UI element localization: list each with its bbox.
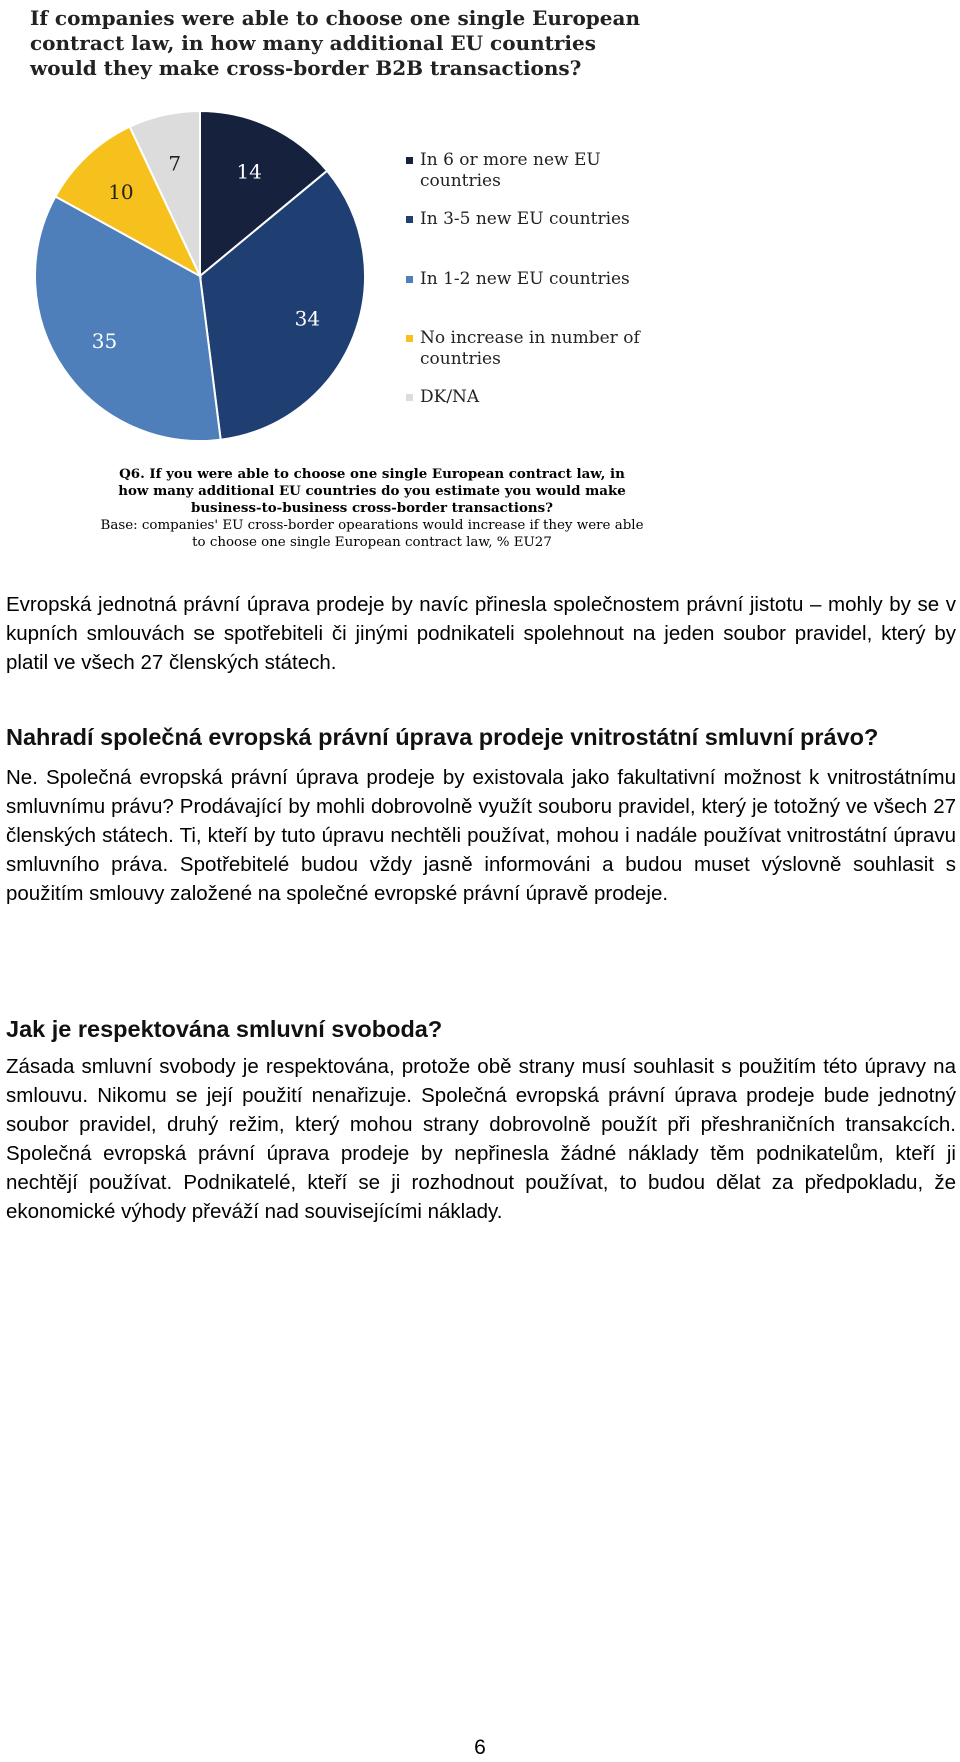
legend-swatch	[406, 276, 413, 283]
legend-label: countries	[420, 171, 501, 191]
legend-label: In 1-2 new EU countries	[420, 269, 630, 289]
pie-data-label: 35	[91, 328, 118, 353]
legend-label: In 3-5 new EU countries	[420, 209, 630, 229]
legend-swatch	[406, 157, 413, 164]
caption-question-line: Q6. If you were able to choose one single European contract law, in	[119, 466, 625, 482]
chart-figure	[0, 0, 700, 570]
legend-item	[406, 150, 696, 192]
legend-item	[406, 209, 696, 230]
section-heading: Jak je respektována smluvní svoboda?	[6, 1016, 443, 1042]
chart-caption	[92, 466, 652, 551]
page-number: 6	[474, 1736, 486, 1759]
caption-base-line: Base: companies' EU cross-border opearations would increase if they were able	[100, 518, 644, 533]
pie-chart	[0, 0, 420, 460]
section-heading: Nahradí společná evropská právní úprava prodeje vnitrostátní smluvní právo?	[6, 724, 879, 750]
legend-label: countries	[420, 349, 501, 369]
body-paragraph: Ne. Společná evropská právní úprava prodeje by existovala jako fakultativní možnost k vnitrostátnímu smluvnímu právu? Prodávající by mohli dobrovolně využít souboru pravidel, který je totožný ve všech 27 členských státech. Ti, kteří by tuto úpravu nechtěli používat, mohou i nadále používat vnitrostátní úpravu smluvního práva. Spotřebitelé budou vždy jasně informováni a budou muset výslovně souhlasit s použitím smlouvy založené na společné evropské právní úpravě prodeje.	[6, 766, 956, 905]
legend-label: DK/NA	[420, 387, 480, 407]
legend-swatch	[406, 216, 413, 223]
body-paragraph-1-block	[6, 590, 956, 677]
caption-base-line: to choose one single European contract law, % EU27	[192, 535, 552, 550]
section-1	[6, 720, 956, 908]
chart-title-line: If companies were able to choose one single European	[30, 6, 641, 30]
caption-question-line: business-to-business cross-border transactions?	[190, 500, 554, 516]
caption-question-line: how many additional EU countries do you estimate you would make	[118, 483, 626, 499]
chart-legend	[406, 150, 696, 408]
legend-item	[406, 328, 696, 370]
pie-data-label: 14	[236, 159, 262, 184]
chart-title-line: contract law, in how many additional EU countries	[30, 31, 597, 55]
section-2	[6, 1012, 956, 1226]
legend-swatch	[406, 394, 413, 401]
legend-label: No increase in number of	[420, 328, 640, 348]
legend-label: In 6 or more new EU	[420, 150, 601, 170]
pie-data-label: 7	[168, 151, 182, 176]
legend-item	[406, 387, 696, 408]
pie-data-label: 34	[294, 306, 321, 331]
chart-title-line: would they make cross-border B2B transactions?	[30, 56, 582, 80]
legend-swatch	[406, 335, 413, 342]
legend-item	[406, 269, 696, 290]
body-paragraph: Evropská jednotná právní úprava prodeje by navíc přinesla společnostem právní jistotu – mohly by se v kupních smlouvách se spotřebiteli či jinými podnikateli spolehnout na jeden soubor pravidel, který by platil ve všech 27 členských státech.	[6, 593, 956, 674]
body-paragraph: Zásada smluvní svobody je respektována, protože obě strany musí souhlasit s použitím této úpravy na smlouvu. Nikomu se její použití nenařizuje. Společná evropská právní úprava prodeje bude jednotný soubor pravidel, druhý režim, který mohou strany dobrovolně použít při přeshraničních transakcích. Společná evropská právní úprava prodeje by nepřinesla žádné náklady těm podnikatelům, kteří ji nechtějí používat. Podnikatelé, kteří se ji rozhodnout používat, to budou dělat za předpokladu, že ekonomické výhody převáží nad souvisejícími náklady.	[6, 1055, 956, 1223]
pie-data-label: 10	[108, 179, 134, 204]
